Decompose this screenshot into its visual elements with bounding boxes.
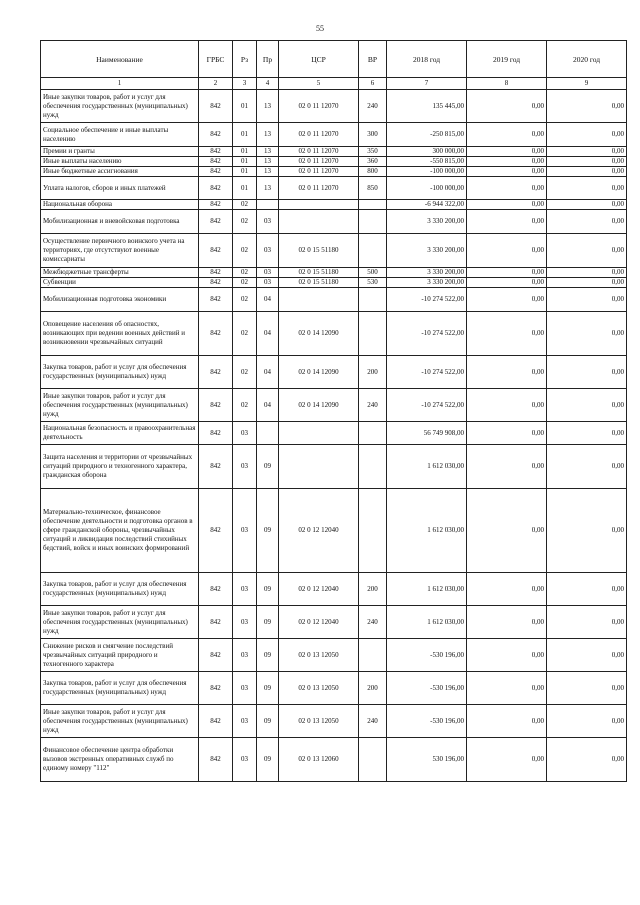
cell-rz: 03 (233, 573, 257, 606)
cell-2018: -100 000,00 (387, 177, 467, 200)
cell-pr: 04 (257, 312, 279, 356)
cell-vr (359, 422, 387, 445)
cell-2020: 0,00 (547, 177, 627, 200)
cell-csr: 02 0 12 12040 (279, 573, 359, 606)
cell-vr (359, 288, 387, 312)
cell-2019: 0,00 (467, 90, 547, 123)
cell-pr: 09 (257, 573, 279, 606)
cell-2020: 0,00 (547, 234, 627, 268)
cell-pr: 09 (257, 705, 279, 738)
cell-2018: -530 196,00 (387, 672, 467, 705)
cell-2020: 0,00 (547, 705, 627, 738)
cell-csr (279, 210, 359, 234)
table-row (41, 177, 627, 200)
cell-2018: -10 274 522,00 (387, 389, 467, 422)
col-header-2018: 2018 год (387, 41, 467, 78)
cell-2020: 0,00 (547, 288, 627, 312)
page-number: 55 (316, 24, 324, 33)
cell-pr: 13 (257, 157, 279, 167)
cell-pr: 09 (257, 445, 279, 489)
cell-2020: 0,00 (547, 639, 627, 672)
cell-2020: 0,00 (547, 389, 627, 422)
cell-grbs: 842 (199, 639, 233, 672)
cell-2019: 0,00 (467, 147, 547, 157)
column-number-row (41, 78, 627, 90)
cell-2018: -10 274 522,00 (387, 312, 467, 356)
cell-2018: 3 330 200,00 (387, 268, 467, 278)
cell-2018: 300 000,00 (387, 147, 467, 157)
cell-2020: 0,00 (547, 489, 627, 573)
table-row (41, 672, 627, 705)
cell-2020: 0,00 (547, 445, 627, 489)
cell-pr: 09 (257, 672, 279, 705)
cell-2018: -10 274 522,00 (387, 356, 467, 389)
col-number: 5 (279, 78, 359, 90)
cell-2019: 0,00 (467, 639, 547, 672)
cell-grbs: 842 (199, 705, 233, 738)
cell-name: Иные закупки товаров, работ и услуг для обеспечения государственных (муниципальных) нужд (41, 389, 199, 422)
cell-rz: 01 (233, 157, 257, 167)
col-header-vr: ВР (359, 41, 387, 78)
cell-name: Социальное обеспечение и иные выплаты населению (41, 123, 199, 147)
cell-2018: 530 196,00 (387, 738, 467, 782)
cell-csr: 02 0 11 12070 (279, 123, 359, 147)
cell-pr: 09 (257, 606, 279, 639)
col-number: 3 (233, 78, 257, 90)
col-number: 4 (257, 78, 279, 90)
table-row (41, 639, 627, 672)
cell-grbs: 842 (199, 90, 233, 123)
cell-vr (359, 210, 387, 234)
table-row (41, 389, 627, 422)
cell-2019: 0,00 (467, 422, 547, 445)
table-row (41, 705, 627, 738)
cell-grbs: 842 (199, 123, 233, 147)
cell-pr: 04 (257, 356, 279, 389)
table-row (41, 157, 627, 167)
cell-vr: 350 (359, 147, 387, 157)
cell-grbs: 842 (199, 356, 233, 389)
cell-2018: 1 612 030,00 (387, 606, 467, 639)
cell-2018: 1 612 030,00 (387, 573, 467, 606)
table-row (41, 606, 627, 639)
cell-csr: 02 0 11 12070 (279, 90, 359, 123)
cell-2018: -530 196,00 (387, 705, 467, 738)
table-row (41, 445, 627, 489)
cell-2019: 0,00 (467, 445, 547, 489)
cell-name: Закупка товаров, работ и услуг для обеспечения государственных (муниципальных) нужд (41, 573, 199, 606)
cell-vr: 200 (359, 573, 387, 606)
table-row (41, 312, 627, 356)
cell-name: Финансовое обеспечение центра обработки вызовов экстренных оперативных служб по единому номеру "112" (41, 738, 199, 782)
cell-rz: 02 (233, 268, 257, 278)
cell-csr: 02 0 11 12070 (279, 157, 359, 167)
cell-csr: 02 0 11 12070 (279, 147, 359, 157)
cell-rz: 03 (233, 606, 257, 639)
cell-2018: 1 612 030,00 (387, 489, 467, 573)
cell-name: Осуществление первичного воинского учета на территориях, где отсутствуют военные комиссариаты (41, 234, 199, 268)
cell-2019: 0,00 (467, 705, 547, 738)
cell-pr (257, 200, 279, 210)
col-header-2020: 2020 год (547, 41, 627, 78)
table-row (41, 738, 627, 782)
cell-rz: 01 (233, 123, 257, 147)
cell-pr: 03 (257, 210, 279, 234)
col-number: 2 (199, 78, 233, 90)
cell-rz: 03 (233, 738, 257, 782)
cell-csr (279, 288, 359, 312)
cell-rz: 02 (233, 389, 257, 422)
cell-pr: 13 (257, 167, 279, 177)
cell-pr (257, 422, 279, 445)
cell-grbs: 842 (199, 157, 233, 167)
cell-2019: 0,00 (467, 157, 547, 167)
cell-vr (359, 489, 387, 573)
col-number: 6 (359, 78, 387, 90)
cell-2018: -100 000,00 (387, 167, 467, 177)
cell-2020: 0,00 (547, 167, 627, 177)
cell-name: Защита населения и территории от чрезвычайных ситуаций природного и техногенного характера, гражданская оборона (41, 445, 199, 489)
cell-2020: 0,00 (547, 312, 627, 356)
cell-name: Закупка товаров, работ и услуг для обеспечения государственных (муниципальных) нужд (41, 356, 199, 389)
cell-grbs: 842 (199, 312, 233, 356)
cell-2020: 0,00 (547, 573, 627, 606)
cell-name: Иные выплаты населению (41, 157, 199, 167)
cell-csr: 02 0 14 12090 (279, 356, 359, 389)
cell-vr: 530 (359, 278, 387, 288)
cell-2018: 3 330 200,00 (387, 278, 467, 288)
cell-name: Материально-техническое, финансовое обеспечение деятельности и подготовка органов в сфере гражданской обороны, чрезвычайных ситуаций и ликвидация последствий стихийных бедствий, войск и иных воинских формирований (41, 489, 199, 573)
cell-name: Национальная оборона (41, 200, 199, 210)
cell-grbs: 842 (199, 489, 233, 573)
cell-grbs: 842 (199, 445, 233, 489)
cell-grbs: 842 (199, 278, 233, 288)
budget-table (40, 40, 627, 782)
table-row (41, 288, 627, 312)
cell-2020: 0,00 (547, 200, 627, 210)
cell-vr: 240 (359, 606, 387, 639)
cell-grbs: 842 (199, 606, 233, 639)
cell-csr: 02 0 11 12070 (279, 167, 359, 177)
cell-2018: 3 330 200,00 (387, 210, 467, 234)
cell-2019: 0,00 (467, 489, 547, 573)
cell-pr: 03 (257, 278, 279, 288)
cell-rz: 03 (233, 639, 257, 672)
cell-rz: 03 (233, 445, 257, 489)
cell-grbs: 842 (199, 210, 233, 234)
cell-pr: 03 (257, 234, 279, 268)
cell-vr: 240 (359, 705, 387, 738)
cell-grbs: 842 (199, 167, 233, 177)
cell-2020: 0,00 (547, 90, 627, 123)
cell-name: Снижение рисков и смягчение последствий чрезвычайных ситуаций природного и техногенного характера (41, 639, 199, 672)
table-row (41, 123, 627, 147)
col-header-name: Наименование (41, 41, 199, 78)
cell-csr: 02 0 13 12050 (279, 639, 359, 672)
col-number: 7 (387, 78, 467, 90)
cell-pr: 04 (257, 288, 279, 312)
cell-pr: 09 (257, 738, 279, 782)
cell-csr: 02 0 15 51180 (279, 234, 359, 268)
cell-name: Иные закупки товаров, работ и услуг для обеспечения государственных (муниципальных) нужд (41, 705, 199, 738)
cell-grbs: 842 (199, 422, 233, 445)
cell-name: Иные закупки товаров, работ и услуг для обеспечения государственных (муниципальных) нужд (41, 90, 199, 123)
col-number: 9 (547, 78, 627, 90)
cell-rz: 02 (233, 312, 257, 356)
table-row (41, 147, 627, 157)
cell-grbs: 842 (199, 177, 233, 200)
cell-vr: 300 (359, 123, 387, 147)
cell-grbs: 842 (199, 573, 233, 606)
cell-vr: 240 (359, 90, 387, 123)
col-header-2019: 2019 год (467, 41, 547, 78)
cell-2018: 56 749 908,00 (387, 422, 467, 445)
cell-pr: 13 (257, 123, 279, 147)
cell-2019: 0,00 (467, 167, 547, 177)
cell-2018: -250 815,00 (387, 123, 467, 147)
cell-2019: 0,00 (467, 278, 547, 288)
cell-name: Субвенции (41, 278, 199, 288)
cell-vr: 360 (359, 157, 387, 167)
cell-pr: 13 (257, 177, 279, 200)
cell-rz: 02 (233, 356, 257, 389)
cell-2018: -550 815,00 (387, 157, 467, 167)
cell-2019: 0,00 (467, 672, 547, 705)
cell-csr: 02 0 14 12090 (279, 389, 359, 422)
cell-2019: 0,00 (467, 573, 547, 606)
cell-vr (359, 738, 387, 782)
cell-grbs: 842 (199, 234, 233, 268)
cell-2019: 0,00 (467, 123, 547, 147)
col-header-pr: Пр (257, 41, 279, 78)
cell-csr (279, 422, 359, 445)
cell-2020: 0,00 (547, 278, 627, 288)
cell-csr: 02 0 12 12040 (279, 606, 359, 639)
cell-2020: 0,00 (547, 157, 627, 167)
cell-2019: 0,00 (467, 234, 547, 268)
cell-2019: 0,00 (467, 356, 547, 389)
table-row (41, 234, 627, 268)
cell-vr: 500 (359, 268, 387, 278)
cell-name: Закупка товаров, работ и услуг для обеспечения государственных (муниципальных) нужд (41, 672, 199, 705)
cell-rz: 02 (233, 200, 257, 210)
cell-rz: 03 (233, 672, 257, 705)
cell-2019: 0,00 (467, 268, 547, 278)
cell-rz: 01 (233, 167, 257, 177)
cell-2018: 1 612 030,00 (387, 445, 467, 489)
cell-vr (359, 312, 387, 356)
cell-rz: 03 (233, 489, 257, 573)
cell-vr: 200 (359, 672, 387, 705)
cell-name: Межбюджетные трансферты (41, 268, 199, 278)
cell-vr: 800 (359, 167, 387, 177)
cell-vr: 850 (359, 177, 387, 200)
cell-2020: 0,00 (547, 147, 627, 157)
table-row (41, 268, 627, 278)
cell-2019: 0,00 (467, 200, 547, 210)
cell-name: Премии и гранты (41, 147, 199, 157)
cell-pr: 04 (257, 389, 279, 422)
col-number: 8 (467, 78, 547, 90)
cell-rz: 03 (233, 705, 257, 738)
cell-csr: 02 0 13 12060 (279, 738, 359, 782)
cell-rz: 01 (233, 177, 257, 200)
header-row (41, 41, 627, 78)
table-row (41, 489, 627, 573)
cell-2018: 135 445,00 (387, 90, 467, 123)
cell-vr: 240 (359, 389, 387, 422)
cell-csr: 02 0 13 12050 (279, 705, 359, 738)
cell-2020: 0,00 (547, 672, 627, 705)
cell-2019: 0,00 (467, 738, 547, 782)
table-body (41, 90, 627, 782)
cell-2018: -10 274 522,00 (387, 288, 467, 312)
cell-pr: 13 (257, 147, 279, 157)
cell-csr: 02 0 13 12050 (279, 672, 359, 705)
cell-2019: 0,00 (467, 606, 547, 639)
table-row (41, 167, 627, 177)
cell-2018: -6 944 322,00 (387, 200, 467, 210)
cell-vr (359, 445, 387, 489)
cell-pr: 03 (257, 268, 279, 278)
cell-2020: 0,00 (547, 606, 627, 639)
cell-2020: 0,00 (547, 738, 627, 782)
cell-rz: 02 (233, 288, 257, 312)
cell-grbs: 842 (199, 288, 233, 312)
cell-csr (279, 445, 359, 489)
cell-csr: 02 0 15 51180 (279, 268, 359, 278)
cell-vr (359, 639, 387, 672)
cell-2019: 0,00 (467, 312, 547, 356)
col-header-rz: Рз (233, 41, 257, 78)
cell-pr: 09 (257, 489, 279, 573)
cell-grbs: 842 (199, 672, 233, 705)
table-row (41, 356, 627, 389)
cell-rz: 02 (233, 278, 257, 288)
cell-2018: 3 330 200,00 (387, 234, 467, 268)
table-row (41, 200, 627, 210)
cell-name: Уплата налогов, сборов и иных платежей (41, 177, 199, 200)
cell-grbs: 842 (199, 200, 233, 210)
cell-vr: 200 (359, 356, 387, 389)
cell-csr: 02 0 14 12090 (279, 312, 359, 356)
cell-grbs: 842 (199, 389, 233, 422)
cell-name: Иные бюджетные ассигнования (41, 167, 199, 177)
cell-vr (359, 200, 387, 210)
table-row (41, 278, 627, 288)
cell-2019: 0,00 (467, 389, 547, 422)
cell-csr: 02 0 11 12070 (279, 177, 359, 200)
cell-grbs: 842 (199, 738, 233, 782)
col-header-csr: ЦСР (279, 41, 359, 78)
cell-name: Оповещение населения об опасностях, возникающих при ведении военных действий и возникновении чрезвычайных ситуаций (41, 312, 199, 356)
cell-name: Мобилизационная подготовка экономики (41, 288, 199, 312)
cell-vr (359, 234, 387, 268)
table-row (41, 90, 627, 123)
cell-pr: 09 (257, 639, 279, 672)
cell-2020: 0,00 (547, 268, 627, 278)
cell-rz: 01 (233, 147, 257, 157)
table-row (41, 210, 627, 234)
cell-grbs: 842 (199, 147, 233, 157)
cell-rz: 01 (233, 90, 257, 123)
col-number: 1 (41, 78, 199, 90)
table-row (41, 422, 627, 445)
cell-csr (279, 200, 359, 210)
cell-2018: -530 196,00 (387, 639, 467, 672)
cell-grbs: 842 (199, 268, 233, 278)
cell-csr: 02 0 15 51180 (279, 278, 359, 288)
cell-rz: 03 (233, 422, 257, 445)
cell-2020: 0,00 (547, 356, 627, 389)
cell-2020: 0,00 (547, 422, 627, 445)
cell-2019: 0,00 (467, 288, 547, 312)
cell-name: Иные закупки товаров, работ и услуг для обеспечения государственных (муниципальных) нужд (41, 606, 199, 639)
col-header-grbs: ГРБС (199, 41, 233, 78)
cell-name: Мобилизационная и вневойсковая подготовка (41, 210, 199, 234)
cell-rz: 02 (233, 234, 257, 268)
cell-rz: 02 (233, 210, 257, 234)
cell-csr: 02 0 12 12040 (279, 489, 359, 573)
cell-2019: 0,00 (467, 177, 547, 200)
cell-2020: 0,00 (547, 123, 627, 147)
cell-2019: 0,00 (467, 210, 547, 234)
cell-name: Национальная безопасность и правоохранительная деятельность (41, 422, 199, 445)
cell-2020: 0,00 (547, 210, 627, 234)
table-row (41, 573, 627, 606)
cell-pr: 13 (257, 90, 279, 123)
